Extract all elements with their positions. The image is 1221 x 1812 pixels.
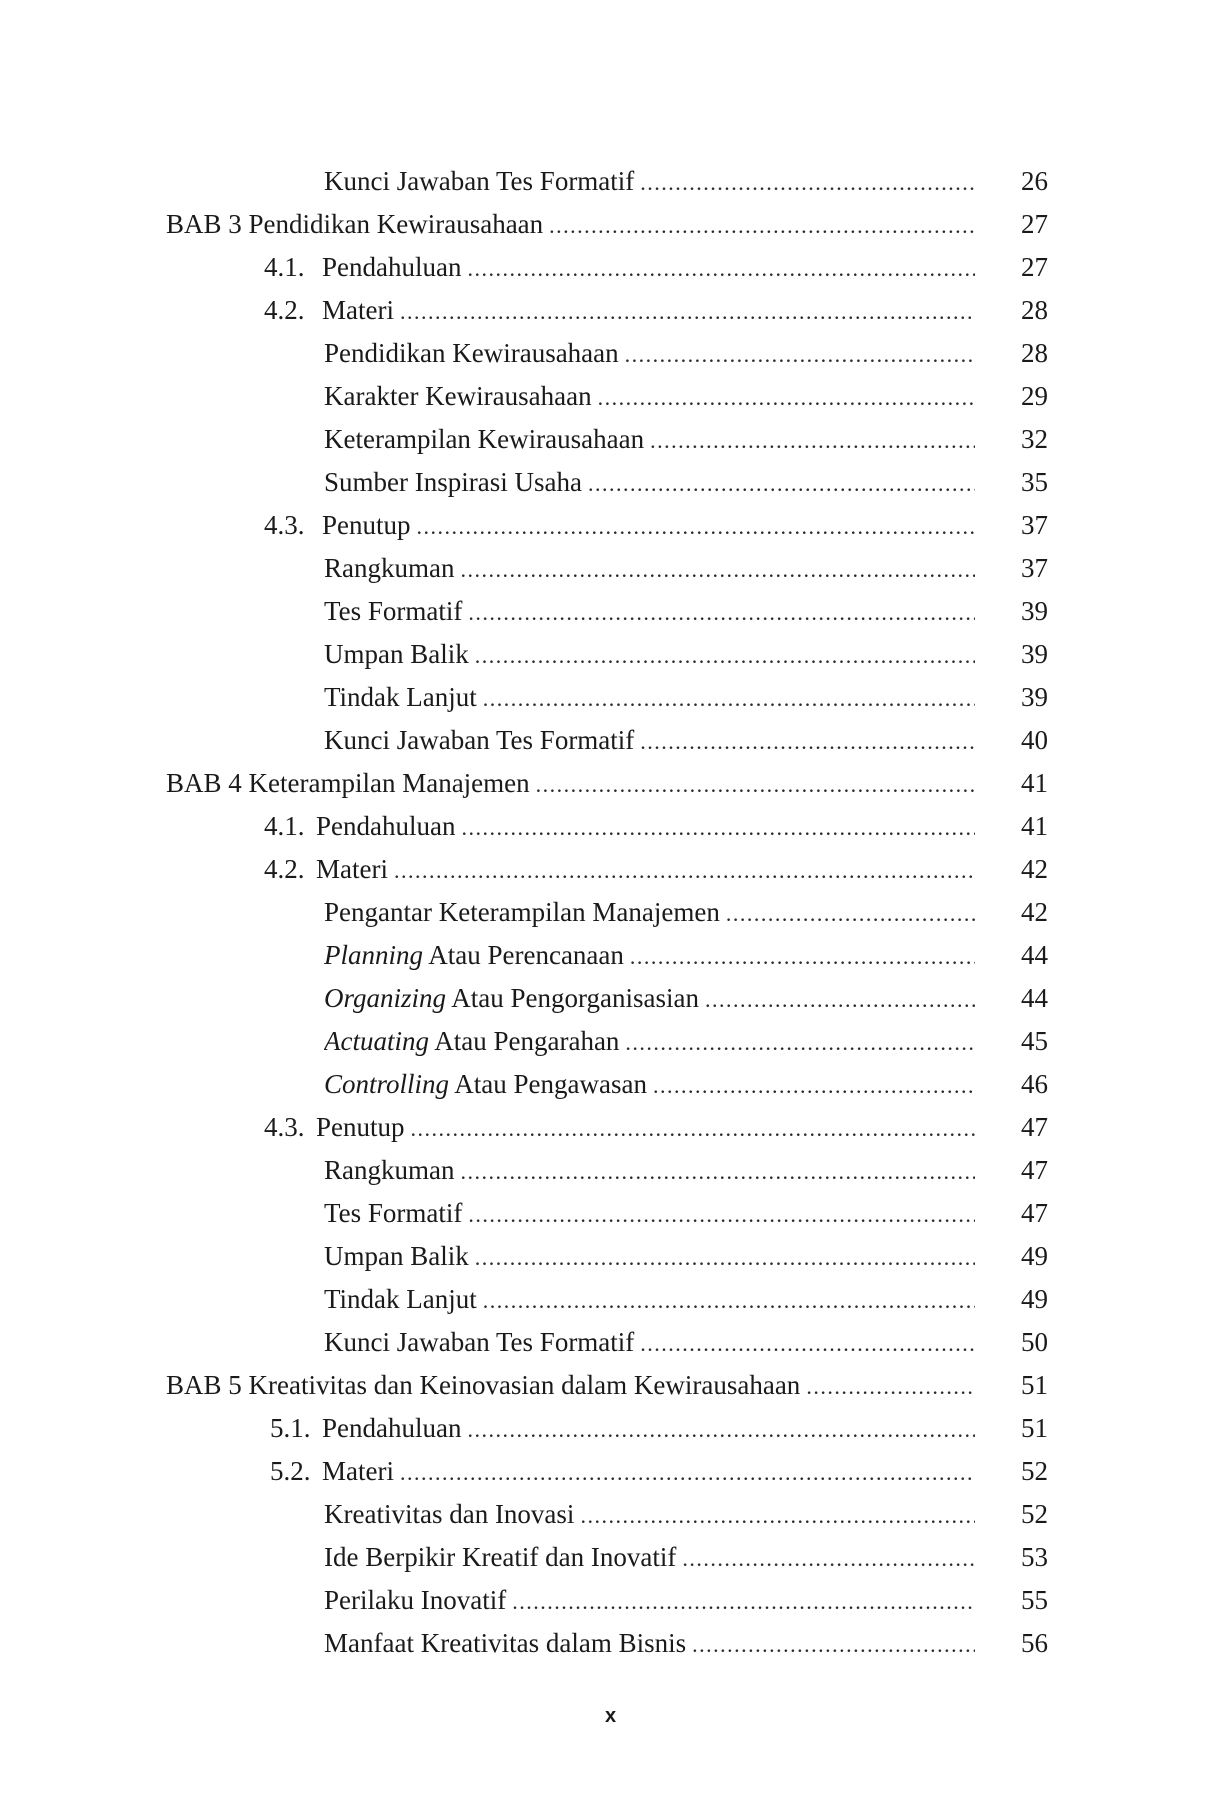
toc-entry [0,762,1221,805]
section-number: 4.2. [264,295,305,325]
entry-title: Manfaat Kreativitas dalam Bisnis [324,1628,687,1658]
toc-entry [0,1407,1221,1450]
toc-entry [0,1493,1221,1536]
toc-entry-text [324,1579,975,1622]
toc-entry [0,848,1221,891]
dot-leader [417,505,975,547]
entry-title: Tindak Lanjut [324,682,477,712]
toc-entry-text [324,590,975,633]
toc-entry-text [324,1063,975,1106]
toc-entry [0,891,1221,934]
dot-leader [475,1236,975,1278]
toc-entry [0,1192,1221,1235]
toc-entry-text [324,547,975,590]
dot-leader [705,978,975,1020]
toc-entry [0,1321,1221,1364]
table-of-contents [0,160,1221,1665]
page-ref: 39 [1021,682,1048,712]
dot-leader [467,247,975,289]
toc-entry [0,504,1221,547]
entry-title: Rangkuman [324,553,455,583]
page-ref: 41 [1021,768,1048,798]
entry-title: Umpan Balik [324,639,469,669]
toc-entry [0,1579,1221,1622]
dot-leader [461,806,975,848]
dot-leader [394,849,975,891]
toc-entry-text [324,332,975,375]
toc-entry [0,719,1221,762]
entry-title: Materi [322,295,394,325]
dot-leader [483,677,975,719]
toc-entry-text [324,676,975,719]
page-ref: 47 [1021,1112,1048,1142]
dot-leader [400,290,975,332]
entry-title-rest: Atau Pengawasan [449,1069,647,1099]
toc-entry [0,1235,1221,1278]
toc-entry [0,633,1221,676]
toc-entry-text [324,891,975,934]
toc-entry [0,590,1221,633]
page-ref: 28 [1021,338,1048,368]
dot-leader [630,935,975,977]
entry-title: Pendahuluan [322,252,462,282]
entry-title-italic: Organizing [324,983,447,1013]
section-number: 5.1. [270,1413,311,1443]
dot-leader [726,892,975,934]
entry-title: Ide Berpikir Kreatif dan Inovatif [324,1542,677,1572]
page-ref: 55 [1021,1585,1048,1615]
section-number: 4.1. [264,252,305,282]
page-ref: 50 [1021,1327,1048,1357]
toc-entry [0,1149,1221,1192]
entry-title: Pengantar Keterampilan Manajemen [324,897,720,927]
entry-title [324,934,624,977]
toc-entry [0,547,1221,590]
toc-entry [0,1020,1221,1063]
entry-title: Tindak Lanjut [324,1284,477,1314]
page-ref: 42 [1021,854,1048,884]
entry-title [324,1063,647,1106]
entry-title: Pendidikan Kewirausahaan [324,338,619,368]
toc-entry-text [270,1450,975,1493]
entry-title [324,977,699,1020]
toc-entry-text [324,461,975,504]
page-ref: 37 [1021,553,1048,583]
page-ref: 45 [1021,1026,1048,1056]
entry-title: Pendahuluan [322,1413,462,1443]
toc-entry-text [324,375,975,418]
toc-entry [0,805,1221,848]
dot-leader [682,1537,975,1579]
toc-entry [0,1106,1221,1149]
page-ref: 56 [1021,1628,1048,1658]
toc-entry [0,203,1221,246]
page-ref: 51 [1021,1413,1048,1443]
entry-title: Kunci Jawaban Tes Formatif [324,1327,635,1357]
toc-entry-text [270,1407,975,1450]
toc-entry [0,977,1221,1020]
toc-entry [0,461,1221,504]
toc-entry-text [324,1020,975,1063]
page-ref: 51 [1021,1370,1048,1400]
toc-entry-text [324,160,975,203]
toc-entry [0,332,1221,375]
entry-title-rest: Atau Pengarahan [428,1026,620,1056]
toc-entry-text [324,418,975,461]
dot-leader [640,720,975,762]
entry-title: Kunci Jawaban Tes Formatif [324,725,635,755]
toc-entry-text [166,1364,975,1407]
section-number: 4.3. [264,1112,305,1142]
toc-entry-text [324,719,975,762]
toc-entry [0,375,1221,418]
entry-title: Perilaku Inovatif [324,1585,507,1615]
toc-entry [0,1622,1221,1665]
dot-leader [460,548,975,590]
entry-title-rest: Atau Perencanaan [423,940,624,970]
toc-entry-text [264,289,975,332]
page-ref: 28 [1021,295,1048,325]
page-ref: 35 [1021,467,1048,497]
entry-title: Rangkuman [324,1155,455,1185]
toc-entry-text [324,1278,975,1321]
page-ref: 39 [1021,639,1048,669]
dot-leader [580,1494,975,1536]
entry-title-italic: Controlling [324,1069,450,1099]
page-ref: 27 [1021,209,1048,239]
toc-entry-text [324,1536,975,1579]
dot-leader [536,763,975,805]
page-ref: 39 [1021,596,1048,626]
page-ref: 27 [1021,252,1048,282]
section-number: 4.2. [264,854,305,884]
page-ref: 41 [1021,811,1048,841]
dot-leader [475,634,975,676]
dot-leader [653,1064,975,1106]
dot-leader [483,1279,975,1321]
entry-title: Penutup [316,1112,405,1142]
toc-entry-text [264,848,975,891]
dot-leader [411,1107,975,1149]
entry-title: Keterampilan Kewirausahaan [324,424,645,454]
page-ref: 32 [1021,424,1048,454]
entry-title: Penutup [322,510,411,540]
toc-entry [0,1364,1221,1407]
dot-leader [625,1021,975,1063]
toc-entry-text [324,1493,975,1536]
entry-title-rest: Atau Pengorganisasian [446,983,699,1013]
toc-entry-text [166,762,975,805]
toc-entry-text [324,1149,975,1192]
page-ref: 46 [1021,1069,1048,1099]
dot-leader [692,1623,975,1665]
entry-title: BAB 5 Kreativitas dan Keinovasian dalam Kewirausahaan [166,1370,801,1400]
toc-entry [0,289,1221,332]
entry-title: Sumber Inspirasi Usaha [324,467,582,497]
entry-title: Tes Formatif [324,596,463,626]
section-number: 5.2. [270,1456,311,1486]
entry-title: Materi [322,1456,394,1486]
dot-leader [640,161,975,203]
page-ref: 52 [1021,1499,1048,1529]
dot-leader [549,204,975,246]
entry-title: Karakter Kewirausahaan [324,381,592,411]
dot-leader [460,1150,975,1192]
toc-entry [0,418,1221,461]
toc-entry-text [324,1192,975,1235]
toc-entry-text [264,1106,975,1149]
page-ref: 42 [1021,897,1048,927]
section-number: 4.3. [264,510,305,540]
page-number: x [604,1705,617,1727]
toc-entry [0,1278,1221,1321]
page-ref: 49 [1021,1241,1048,1271]
dot-leader [467,1408,975,1450]
toc-entry-text [324,934,975,977]
entry-title: Kunci Jawaban Tes Formatif [324,166,635,196]
toc-entry-text [264,805,975,848]
toc-entry [0,1450,1221,1493]
entry-title: Pendahuluan [316,811,456,841]
toc-entry-text [264,246,975,289]
section-number: 4.1. [264,811,305,841]
dot-leader [512,1580,975,1622]
entry-title-italic: Planning [324,940,423,970]
page-ref: 49 [1021,1284,1048,1314]
toc-entry-text [324,1622,975,1665]
toc-entry [0,160,1221,203]
page-ref: 37 [1021,510,1048,540]
entry-title: BAB 3 Pendidikan Kewirausahaan [166,209,544,239]
dot-leader [468,1193,975,1235]
toc-entry [0,246,1221,289]
dot-leader [468,591,975,633]
toc-entry [0,1536,1221,1579]
dot-leader [806,1365,975,1407]
dot-leader [640,1322,975,1364]
entry-title: Materi [316,854,388,884]
page-ref: 44 [1021,983,1048,1013]
toc-entry-text [324,1235,975,1278]
entry-title: Umpan Balik [324,1241,469,1271]
page-ref: 44 [1021,940,1048,970]
entry-title: BAB 4 Keterampilan Manajemen [166,768,530,798]
toc-entry [0,934,1221,977]
toc-entry [0,676,1221,719]
entry-title: Kreativitas dan Inovasi [324,1499,575,1529]
toc-entry-text [264,504,975,547]
page-ref: 52 [1021,1456,1048,1486]
toc-entry-text [324,633,975,676]
page-ref: 26 [1021,166,1048,196]
toc-entry-text [166,203,975,246]
dot-leader [598,376,975,418]
page-ref: 29 [1021,381,1048,411]
toc-entry-text [324,977,975,1020]
dot-leader [588,462,975,504]
toc-entry [0,1063,1221,1106]
page-ref: 40 [1021,725,1048,755]
page-ref: 47 [1021,1198,1048,1228]
toc-entry-text [324,1321,975,1364]
entry-title [324,1020,619,1063]
dot-leader [650,419,975,461]
page-ref: 47 [1021,1155,1048,1185]
dot-leader [625,333,975,375]
page-ref: 53 [1021,1542,1048,1572]
entry-title-italic: Actuating [324,1026,429,1056]
entry-title: Tes Formatif [324,1198,463,1228]
dot-leader [400,1451,975,1493]
